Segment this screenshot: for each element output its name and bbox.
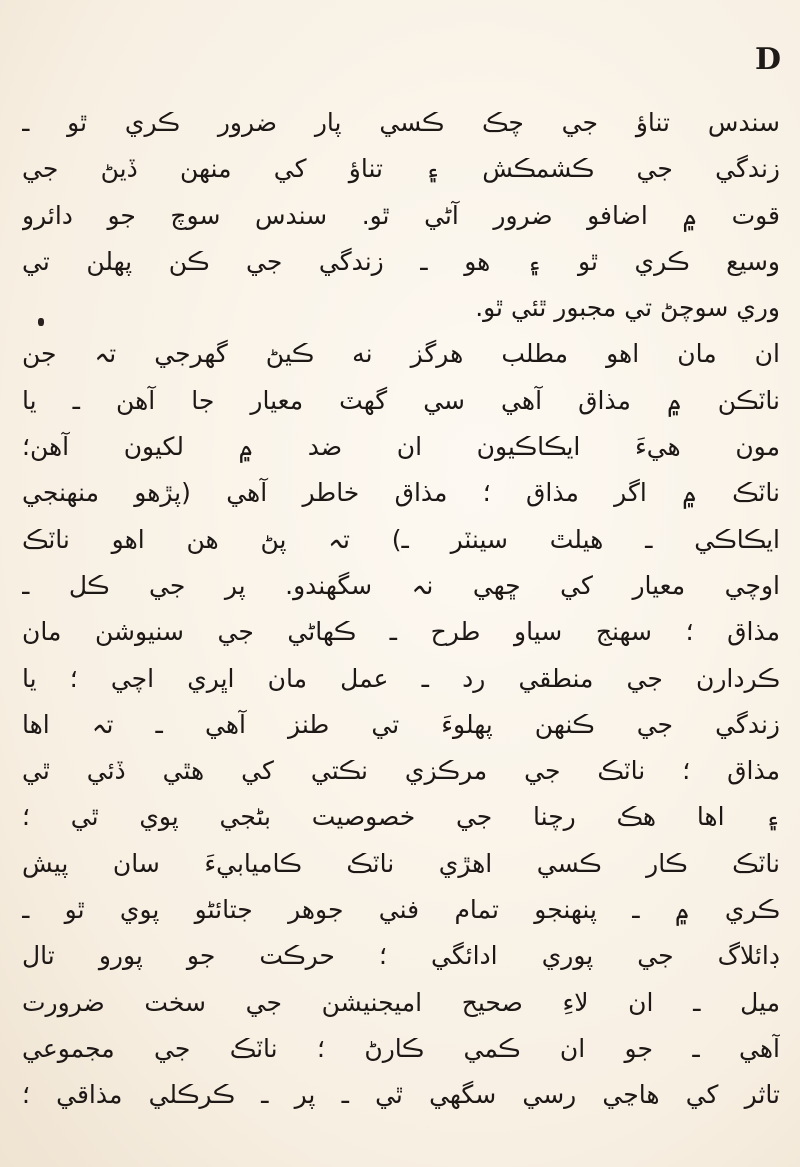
text-line: مون هيءَ ايڪاڪيون ان ضد ۾ لکيون آهن؛ xyxy=(22,432,780,462)
text-line: سندس تناؤ جي چڪ ڪسي پار ضرور ڪري ٿو ـ xyxy=(22,108,780,137)
text-line: ايڪاڪي ـ هيلٿ سينٽر ـ) تہ پڻ هن اهو ناٽڪ xyxy=(22,524,780,554)
text-line: ۽ اها هڪ رچنا جي خصوصيت بڻجي پوي ٿي ؛ xyxy=(22,802,780,832)
text-line: آهي ـ جو ان ڪمي ڪارڻ ؛ ناٽڪ جي مجموعي xyxy=(22,1033,780,1063)
text-line: اوچي معيار کي ڇهي نہ سگهندو. پر جي ڪل ـ xyxy=(22,570,780,600)
text-line: ناٽڪ ڪار ڪسي اهڙي ناٽڪ ڪاميابيءَ سان پيش xyxy=(22,848,780,878)
text-line: زندگي جي ڪشمڪش ۽ تناؤ کي منهن ڏيڻ جي xyxy=(22,154,780,184)
text-line: ان مان اهو مطلب هرگز نه ڪيڻ گهرجي تہ جن xyxy=(22,339,780,369)
text-line: مذاق ؛ ناٽڪ جي مرڪزي نڪتي کي هٿي ڏئي ٿي xyxy=(22,756,780,786)
text-line: ناٽڪ ۾ اگر مذاق ؛ مذاق خاطر آهي (پڙهو منهنجي xyxy=(22,478,780,508)
text-line: قوت ۾ اضافو ضرور آڻي ٿو. سندس سوچ جو دائرو xyxy=(22,200,780,230)
text-line: ميل ـ ان لاءِ صحيح اميجنيشن جي سخت ضرورت xyxy=(22,987,780,1017)
text-line: مذاق ؛ سهنج سياو طرح ـ ڪهاڻي جي سنيوشن مان xyxy=(22,617,780,647)
text-line: ڪري ۾ ـ پنهنجو تمام فني جوهر جتائڻو پوي ٿو ـ xyxy=(22,895,780,925)
text-line: تاثر کي هاڃي رسي سگهي ٿي ـ پر ـ ڪرڪلي مذاقي ؛ xyxy=(22,1080,780,1110)
sindhi-text-body xyxy=(22,100,780,1119)
text-line: زندگي جي ڪنهن پهلوءَ تي طنز آهي ـ تہ اها xyxy=(22,709,780,739)
text-line: ڊائلاگ جي پوري ادائگي ؛ حرڪت جو پورو تال xyxy=(22,941,780,971)
text-line: ناٽڪن ۾ مذاق آهي سي گهٽ معيار جا آهن ـ يا xyxy=(22,385,780,415)
page-letter-mark: D xyxy=(754,42,781,77)
text-line: ڪردارن جي منطقي رد ـ عمل مان اڀري اچي ؛ يا xyxy=(22,663,780,693)
text-line: وسيع ڪري ٿو ۽ هو ـ زندگي جي ڪن پهلن تي xyxy=(22,246,780,276)
text-line: وري سوچڻ تي مجبور ٿئي ٿو. xyxy=(475,293,780,323)
